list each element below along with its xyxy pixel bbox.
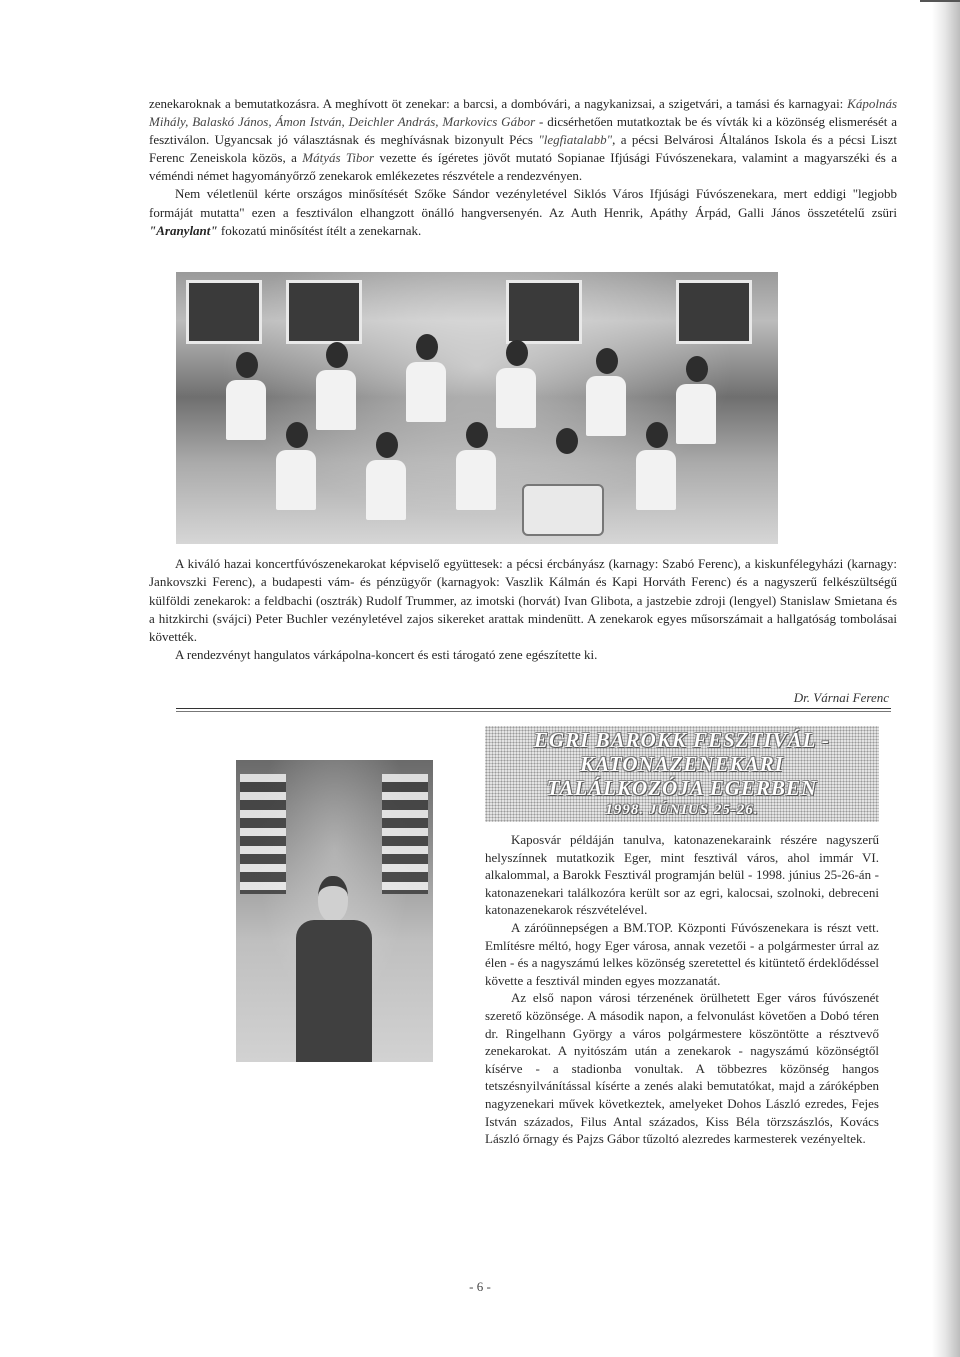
article-paragraph-2: A záróünnepségen a BM.TOP. Központi Fúvószenekara is részt vett. Említésre méltó, hogy Eger városa, annak vezetői - a polgármester úrral az élen - és a nagyszámú lelkes közönség szeretettel és kitüntető érdeklődéssel követte a fesztivál minden egyes mozzanatát. bbox=[485, 919, 879, 988]
text-run: - dicsérhetően mutatkoztak be és vívták ki a közönség elismerését a fesztiválon. Ugyancsak jó választásnak és meghívásnak bizonyult Pécs bbox=[149, 114, 897, 148]
photo-person bbox=[236, 352, 258, 378]
photo-officer-head bbox=[318, 876, 348, 922]
photo-shirt bbox=[226, 380, 266, 440]
divider-line bbox=[176, 708, 891, 709]
text-run: zenekaroknak a bemutatkozásra. A meghívott öt zenekar: a barcsi, a dombóvári, a nagykanizsai, a szigetvári, a tamási és karnagyai: bbox=[149, 96, 848, 111]
photo-person bbox=[286, 422, 308, 448]
photo-person bbox=[326, 342, 348, 368]
intro-paragraph-1 bbox=[149, 95, 897, 185]
photo-window bbox=[676, 280, 752, 344]
headline-line-3: TALÁLKOZÓJA EGERBEN bbox=[546, 776, 818, 800]
author-signature: Dr. Várnai Ferenc bbox=[793, 690, 889, 705]
photo-shirt bbox=[636, 450, 676, 510]
text-run: Nem véletlenül kérte országos minősítését Szőke Sándor vezényletével Siklós Város Ifjúsági Fúvószenekara, mert eddigi "legjobb formáját mutatta" ezen a fesztiválon elhangzott önálló hangversenyén. Az Auth Henrik, Apáthy Árpád, Galli János összetételű zsüri bbox=[149, 186, 897, 220]
band-group-photo bbox=[176, 272, 778, 544]
quoted-phrase: "legfiatalabb" bbox=[538, 132, 613, 148]
photo-shirt bbox=[496, 368, 536, 428]
photo-officer-uniform bbox=[296, 920, 372, 1062]
text-run: , a pécsi Belvárosi Általános Iskola és a pécsi Liszt Ferenc Zeneiskola közös, a bbox=[149, 132, 898, 166]
text-run: fokozatú minősítést ítélt a zenekarnak. bbox=[217, 222, 422, 238]
photo-person bbox=[466, 422, 488, 448]
middle-paragraph-2: A rendezvényt hangulatos várkápolna-koncert és esti tárogató zene egészítette ki. bbox=[175, 647, 598, 663]
article-text bbox=[485, 831, 879, 1148]
page-edge-shadow bbox=[932, 0, 960, 1357]
photo-shirt bbox=[316, 370, 356, 430]
article-paragraph-1: Kaposvár példáján tanulva, katonazenekaraink részére nagyszerű helyszínnek mutatkozik Eger, mint fesztivál város, ahol immár VI. alkalommal, a Barokk Fesztivál programján belül - 1998. június 25-26-án - katonazenekari találkozóra került sor az egri, kalocsai, szolnoki, debreceni katonazenekarok részvételével. bbox=[485, 832, 879, 918]
conductor-name: Mátyás Tibor bbox=[302, 150, 375, 166]
photo-shirt bbox=[586, 376, 626, 436]
photo-shirt bbox=[366, 460, 406, 520]
headline-line-2: KATONAZENEKARI bbox=[580, 752, 784, 776]
middle-paragraph-1: A kiváló hazai koncertfúvószenekarokat képviselő együttesek: a pécsi ércbányász (karnagy: Szabó Ferenc), a kiskunfélegyházi (karnagy: Jankovszki Ferenc), a budapesti vám- és pénzügyőr (karnagyok: Vaszlik Kálmán és Kapi Horváth Ferenc) és a nagyszerű felkészültségű külföldi zenekarok: a feldbachi (osztrák) Rudolf Trummer, az imotski (horvát) Ivan Glibota, a jastzebie zdroji (lengyel) Stanislaw Smietana és a hitzkirchi (svájci) Peter Buchler vezényletével zajos sikereket arattak mindenütt. A zenekarok egyes műsorszámait a hallgatóság tombolásai követték. bbox=[149, 556, 897, 645]
photo-person bbox=[646, 422, 668, 448]
article-paragraph-3: Az első napon városi térzenének örülhetett Eger város fúvószenét szerető közönsége. A második napon, a felvonulást követően a Dobó téren dr. Ringelhann György a város polgármestere köszöntötte a résztvevő zenekarokat. A nyitószám után a zenekarok - nagyszámú közönségtől kísérve - a stadionba vonultak. A többezres közönség hangos tetszésnyilvánítással kísérte a zenés alaki bemutatókat, majd a záróképben nagyzenekari művek következtek, amelyeket Dohos László ezredes, Fejes István százados, Filus Antal százados, Kiss Béla törzszászlós, Kovács László őrnagy és Pajzs Gábor tűzoltó alezredes karmesterek vezényeltek. bbox=[485, 990, 879, 1147]
photo-shirt bbox=[456, 450, 496, 510]
middle-text bbox=[149, 555, 897, 665]
photo-person bbox=[556, 428, 578, 454]
text-run: vezette és ígéretes jövőt mutató Sopianae Ifjúsági Fúvószenekara, valamint a magyarszéki és a véméndi német hagyományőrző zenekarok emlékezetes részvétele a rendezvényen. bbox=[149, 150, 897, 184]
headline-line-1: EGRI BAROKK FESZTIVÁL - bbox=[534, 728, 830, 752]
page-edge-line bbox=[920, 0, 960, 2]
bass-drum bbox=[522, 484, 604, 536]
intro-text bbox=[149, 95, 897, 240]
officer-photo bbox=[236, 760, 433, 1062]
photo-person bbox=[416, 334, 438, 360]
photo-person bbox=[686, 356, 708, 382]
photo-person bbox=[376, 432, 398, 458]
divider-line bbox=[176, 711, 891, 712]
photo-shirt bbox=[276, 450, 316, 510]
photo-soldier-row bbox=[240, 774, 286, 894]
photo-shirt bbox=[406, 362, 446, 422]
photo-window bbox=[506, 280, 582, 344]
intro-paragraph-2 bbox=[149, 185, 897, 239]
headline-date: 1998. JÚNIUS 25-26. bbox=[605, 802, 759, 818]
award-name: "Aranylant" bbox=[149, 222, 218, 238]
photo-shirt bbox=[676, 384, 716, 444]
page-number: - 6 - bbox=[469, 1279, 491, 1294]
photo-person bbox=[596, 348, 618, 374]
photo-window bbox=[186, 280, 262, 344]
photo-soldier-row bbox=[382, 774, 428, 894]
article-headline bbox=[485, 726, 879, 822]
conductor-names: Kápolnás Mihály, Balaskó János, Ámon István, Deichler András, Markovics Gábor bbox=[149, 96, 897, 130]
photo-window bbox=[286, 280, 362, 344]
photo-person bbox=[506, 340, 528, 366]
